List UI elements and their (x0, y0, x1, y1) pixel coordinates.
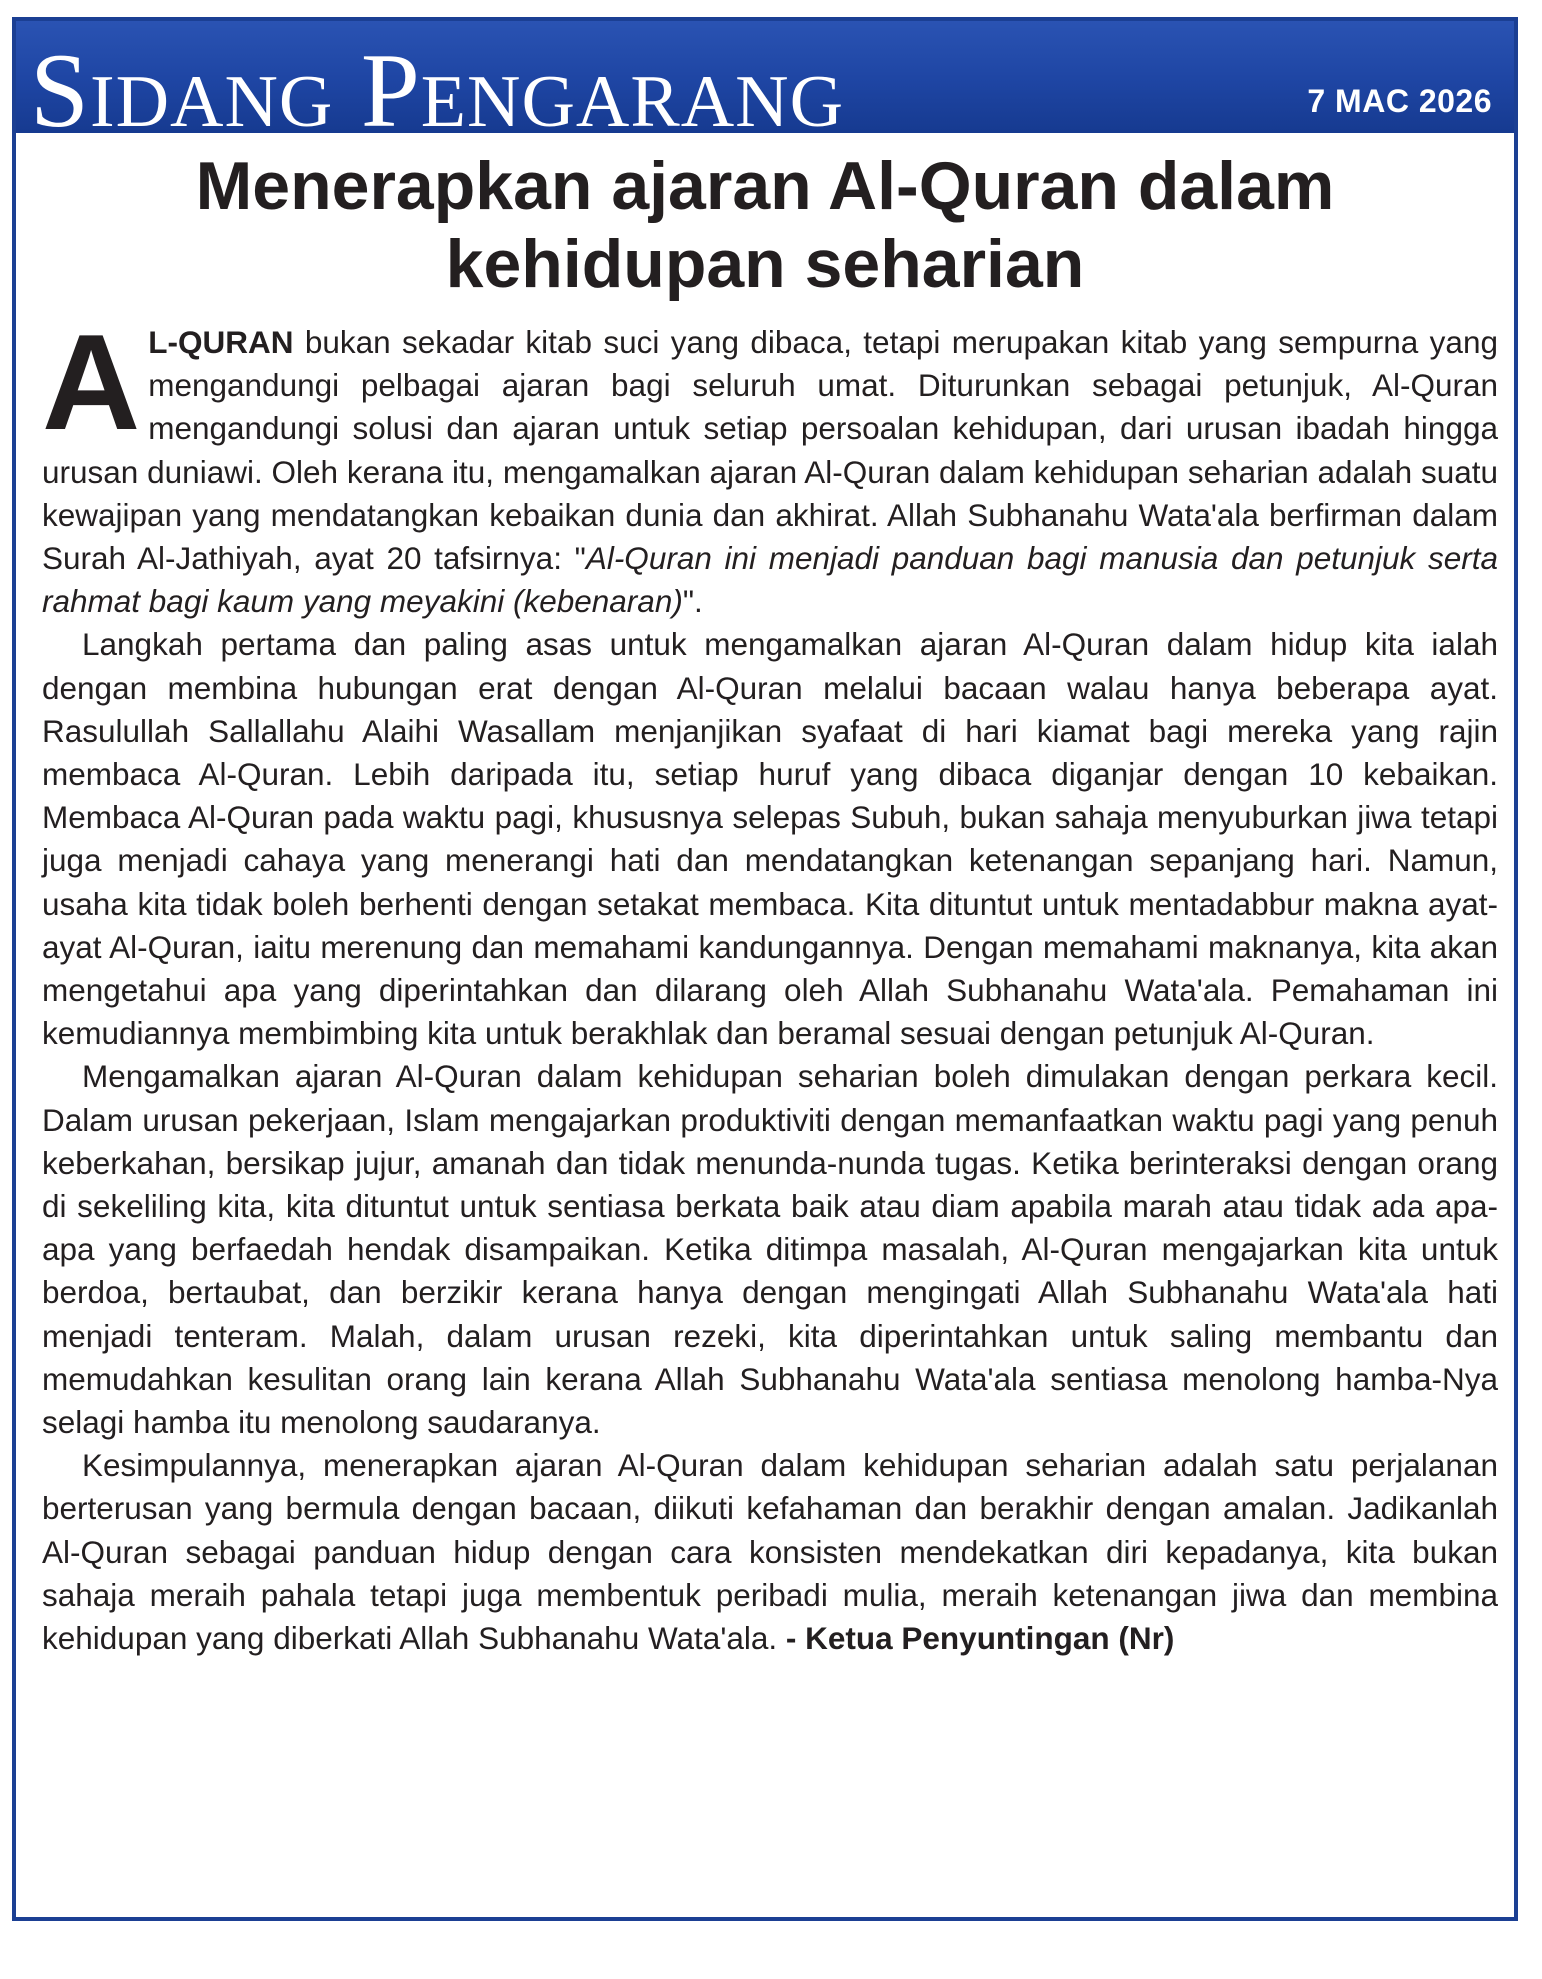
masthead-banner (16, 21, 1514, 133)
headline-line-1: Menerapkan ajaran Al-Quran dalam (195, 148, 1335, 224)
drop-cap: A (42, 306, 141, 458)
article-headline (16, 147, 1514, 303)
paragraph-2: Langkah pertama dan paling asas untuk mengamalkan ajaran Al-Quran dalam hidup kita ialah dengan membina hubungan erat dengan Al-Quran melalui bacaan walau hanya beberapa ayat. Rasulullah Sallallahu Alaihi Wasallam menjanjikan syafaat di hari kiamat bagi mereka yang rajin membaca Al-Quran. Lebih daripada itu, setiap huruf yang dibaca diganjar dengan 10 kebaikan. Membaca Al-Quran pada waktu pagi, khususnya selepas Subuh, bukan sahaja menyuburkan jiwa tetapi juga menjadi cahaya yang menerangi hati dan mendatangkan ketenangan sepanjang hari. Namun, usaha kita tidak boleh berhenti dengan setakat membaca. Kita dituntut untuk mentadabbur makna ayat-ayat Al-Quran, iaitu merenung dan memahami kandungannya. Dengan memahami maknanya, kita akan mengetahui apa yang diperintahkan dan dilarang oleh Allah Subhanahu Wata'ala. Pemahaman ini kemudiannya membimbing kita untuk berakhlak dan beramal sesuai dengan petunjuk Al-Quran. (42, 626, 1498, 1052)
publication-date: 7 MAC 2026 (1307, 83, 1492, 119)
paragraph-1-text: bukan sekadar kitab suci yang dibaca, tetapi merupakan kitab yang sempurna yang mengandungi pelbagai ajaran bagi seluruh umat. Diturunkan sebagai petunjuk, Al-Quran mengandungi solusi dan ajaran untuk setiap persoalan kehidupan, dari urusan ibadah hingga urusan duniawi. Oleh kerana itu, mengamalkan ajaran Al-Quran dalam kehidupan seharian adalah suatu kewajipan yang mendatangkan kebaikan dunia dan akhirat. Allah Subhanahu Wata'ala berfirman dalam Surah Al-Jathiyah, ayat 20 tafsirnya: " (42, 324, 1498, 577)
paragraph-4-text: Kesimpulannya, menerapkan ajaran Al-Quran dalam kehidupan seharian adalah satu perjalanan berterusan yang bermula dengan bacaan, diikuti kefahaman dan berakhir dengan amalan. Jadikanlah Al-Quran sebagai panduan hidup dengan cara konsisten mendekatkan diri kepadanya, kita bukan sahaja meraih pahala tetapi juga membentuk peribadi mulia, meraih ketenangan jiwa dan membina kehidupan yang diberkati Allah Subhanahu Wata'ala. (42, 1447, 1498, 1657)
masthead-title: Sidang Pengarang (30, 32, 845, 133)
quran-quote: Al-Quran ini menjadi panduan bagi manusia dan petunjuk serta rahmat bagi kaum yang meyakini (kebenaran) (42, 540, 1498, 620)
article-body (42, 306, 1498, 1660)
paragraph-4 (42, 1444, 1498, 1660)
paragraph-1 (42, 306, 1498, 623)
paragraph-1-end: ". (682, 583, 703, 620)
editorial-frame (12, 17, 1518, 1921)
byline: - Ketua Penyuntingan (Nr) (785, 1620, 1175, 1657)
headline-line-2: kehidupan seharian (445, 226, 1085, 302)
lead-in: L-QURAN (148, 324, 294, 360)
paragraph-3: Mengamalkan ajaran Al-Quran dalam kehidupan seharian boleh dimulakan dengan perkara kecil. Dalam urusan pekerjaan, Islam mengajarkan produktiviti dengan memanfaatkan waktu pagi yang penuh keberkahan, bersikap jujur, amanah dan tidak menunda-nunda tugas. Ketika berinteraksi dengan orang di sekeliling kita, kita dituntut untuk sentiasa berkata baik atau diam apabila marah atau tidak ada apa-apa yang berfaedah hendak disampaikan. Ketika ditimpa masalah, Al-Quran mengajarkan kita untuk berdoa, bertaubat, dan berzikir kerana hanya dengan mengingati Allah Subhanahu Wata'ala hati menjadi tenteram. Malah, dalam urusan rezeki, kita diperintahkan untuk saling membantu dan memudahkan kesulitan orang lain kerana Allah Subhanahu Wata'ala sentiasa menolong hamba-Nya selagi hamba itu menolong saudaranya. (42, 1058, 1498, 1441)
